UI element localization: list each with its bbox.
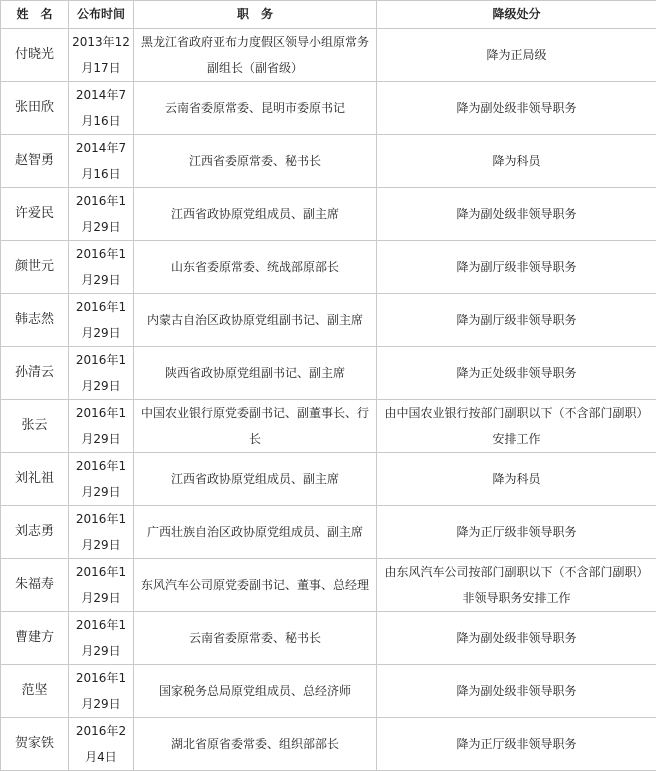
table-row <box>1 82 656 135</box>
cell-date: 2016年1月29日 <box>69 612 134 665</box>
cell-penalty: 由东风汽车公司按部门副职以下（不含部门副职）非领导职务安排工作 <box>377 559 656 612</box>
table-row <box>1 135 656 188</box>
table-row <box>1 29 656 82</box>
cell-penalty: 由中国农业银行按部门副职以下（不含部门副职）安排工作 <box>377 400 656 453</box>
cell-date: 2016年1月29日 <box>69 294 134 347</box>
cell-date: 2016年1月29日 <box>69 559 134 612</box>
cell-date: 2013年12月17日 <box>69 29 134 82</box>
cell-name: 张云 <box>1 400 69 453</box>
cell-name: 韩志然 <box>1 294 69 347</box>
cell-position: 中国农业银行原党委副书记、副董事长、行长 <box>134 400 377 453</box>
cell-date: 2016年1月29日 <box>69 400 134 453</box>
header-penalty: 降级处分 <box>377 1 656 29</box>
cell-position: 江西省政协原党组成员、副主席 <box>134 453 377 506</box>
cell-name: 曹建方 <box>1 612 69 665</box>
cell-position: 江西省政协原党组成员、副主席 <box>134 188 377 241</box>
cell-name: 朱福寿 <box>1 559 69 612</box>
cell-name: 赵智勇 <box>1 135 69 188</box>
cell-position: 云南省委原常委、秘书长 <box>134 612 377 665</box>
cell-penalty: 降为正局级 <box>377 29 656 82</box>
cell-name: 贺家铁 <box>1 718 69 771</box>
cell-date: 2014年7月16日 <box>69 135 134 188</box>
table-row <box>1 347 656 400</box>
cell-name: 颜世元 <box>1 241 69 294</box>
table-row <box>1 665 656 718</box>
table-row <box>1 241 656 294</box>
cell-penalty: 降为副厅级非领导职务 <box>377 241 656 294</box>
cell-date: 2016年1月29日 <box>69 241 134 294</box>
cell-name: 刘志勇 <box>1 506 69 559</box>
cell-penalty: 降为正厅级非领导职务 <box>377 506 656 559</box>
table-row <box>1 612 656 665</box>
cell-penalty: 降为副处级非领导职务 <box>377 665 656 718</box>
cell-name: 孙清云 <box>1 347 69 400</box>
cell-date: 2016年1月29日 <box>69 665 134 718</box>
cell-penalty: 降为副处级非领导职务 <box>377 82 656 135</box>
table-row <box>1 506 656 559</box>
table-row <box>1 188 656 241</box>
cell-position: 东风汽车公司原党委副书记、董事、总经理 <box>134 559 377 612</box>
cell-position: 陕西省政协原党组副书记、副主席 <box>134 347 377 400</box>
cell-date: 2016年1月29日 <box>69 453 134 506</box>
cell-penalty: 降为副厅级非领导职务 <box>377 294 656 347</box>
cell-position: 黑龙江省政府亚布力度假区领导小组原常务副组长（副省级） <box>134 29 377 82</box>
cell-penalty: 降为正处级非领导职务 <box>377 347 656 400</box>
header-name: 姓 名 <box>1 1 69 29</box>
cell-position: 内蒙古自治区政协原党组副书记、副主席 <box>134 294 377 347</box>
cell-position: 江西省委原常委、秘书长 <box>134 135 377 188</box>
cell-position: 广西壮族自治区政协原党组成员、副主席 <box>134 506 377 559</box>
header-row <box>1 1 656 29</box>
cell-penalty: 降为副处级非领导职务 <box>377 188 656 241</box>
cell-name: 张田欣 <box>1 82 69 135</box>
cell-date: 2016年2月4日 <box>69 718 134 771</box>
cell-name: 许爱民 <box>1 188 69 241</box>
cell-penalty: 降为科员 <box>377 453 656 506</box>
cell-name: 范坚 <box>1 665 69 718</box>
cell-penalty: 降为正厅级非领导职务 <box>377 718 656 771</box>
table-row <box>1 294 656 347</box>
table-row <box>1 400 656 453</box>
cell-date: 2014年7月16日 <box>69 82 134 135</box>
cell-position: 山东省委原常委、统战部原部长 <box>134 241 377 294</box>
table-row <box>1 718 656 771</box>
header-date: 公布时间 <box>69 1 134 29</box>
cell-position: 湖北省原省委常委、组织部部长 <box>134 718 377 771</box>
table-row <box>1 453 656 506</box>
cell-date: 2016年1月29日 <box>69 506 134 559</box>
cell-position: 国家税务总局原党组成员、总经济师 <box>134 665 377 718</box>
cell-name: 刘礼祖 <box>1 453 69 506</box>
cell-date: 2016年1月29日 <box>69 347 134 400</box>
header-position: 职 务 <box>134 1 377 29</box>
cell-name: 付晓光 <box>1 29 69 82</box>
cell-penalty: 降为科员 <box>377 135 656 188</box>
table-row <box>1 559 656 612</box>
cell-date: 2016年1月29日 <box>69 188 134 241</box>
cell-position: 云南省委原常委、昆明市委原书记 <box>134 82 377 135</box>
cell-penalty: 降为副处级非领导职务 <box>377 612 656 665</box>
